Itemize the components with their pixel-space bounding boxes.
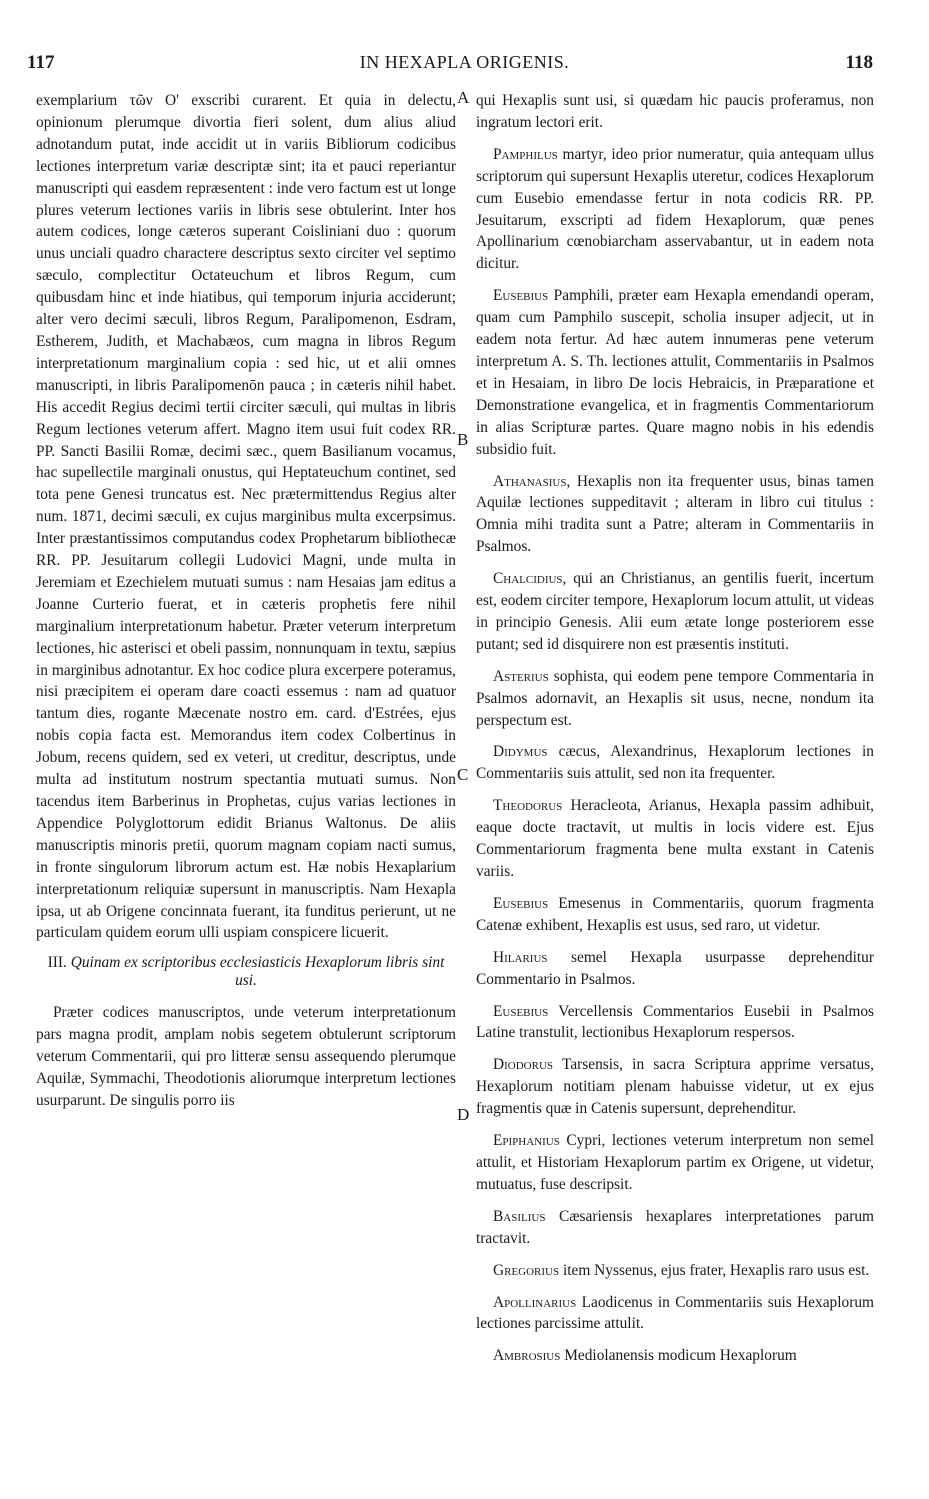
entry-name: Didymus (493, 743, 548, 761)
entry-name: Pamphilus (493, 145, 558, 163)
entry-epiphanius (476, 1130, 874, 1196)
page-number-left: 117 (27, 52, 55, 73)
right-column (476, 90, 874, 1377)
entry-gregorius (476, 1260, 874, 1282)
entry-text: Vercellensis Commentarios Eusebii in Psalmos Latine transtulit, lectionibus Hexaplorum respersos. (476, 1002, 874, 1042)
entry-name: Eusebius (493, 287, 549, 305)
entry-diodorus (476, 1054, 874, 1120)
entry-ambrosius (476, 1345, 874, 1367)
right-intro: qui Hexaplis sunt usi, si quædam hic paucis proferamus, non ingratum lectori erit. (476, 92, 874, 131)
entry-name: Epiphanius (493, 1132, 560, 1150)
entry-text: cæcus, Alexandrinus, Hexaplorum lectiones in Commentariis suis attulit, sed non ita frequenter. (476, 743, 874, 783)
entry-eusebius-emesenus (476, 893, 874, 937)
running-title: IN HEXAPLA ORIGENIS. (359, 52, 570, 72)
entry-name: Eusebius (493, 894, 549, 912)
entry-asterius (476, 666, 874, 732)
entry-text: martyr, ideo prior numeratur, quia antequam ullus scriptorum qui supersunt Hexaplis uteretur, codices Hexaplorum cum Eusebio emendasse fertur in nota codicis RR. PP. Jesuitarum, exscripti ad fidem Hexaplorum, quæ penes Apollinarium cœnobiarcham asservabantur, ut in eadem nota dicitur. (476, 145, 874, 273)
entry-name: Chalcidius (493, 570, 563, 588)
entry-apollinarius (476, 1292, 874, 1336)
margin-marker-b: B (457, 430, 469, 449)
entry-text: Laodicenus in Commentariis suis Hexaplorum lectiones parcissime attulit. (476, 1293, 874, 1333)
entry-name: Ambrosius (493, 1347, 561, 1365)
entry-name: Eusebius (493, 1002, 549, 1020)
entry-text: Pamphili, præter eam Hexapla emendandi operam, quam cum Pamphilo suscepit, scholia insuper adjecit, ut in eadem nota fertur. Ad hæc autem innumeras pene veterum interpretum A. S. Th. lectiones attulit, Commentariis in Psalmos et in Hesaiam, in libro De locis Hebraicis, in Præparatione et Demonstratione evangelica, et in fragmentis Commentariorum in alias Scripturæ partes. Quare magno nobis in his edendis subsidio fuit. (476, 287, 874, 458)
entry-text: Emesenus in Commentariis, quorum fragmenta Catenæ exhibent, Hexaplis est usus, sed raro, ut videtur. (476, 894, 874, 934)
section-title: Quinam ex scriptoribus ecclesiasticis Hexaplorum libris sint usi. (70, 954, 445, 990)
entry-basilius (476, 1206, 874, 1250)
entry-text: Cæsariensis hexaplares interpretationes parum tractavit. (476, 1207, 874, 1247)
margin-marker-c: C (457, 765, 469, 784)
section-number: III. (47, 954, 67, 972)
entry-name: Athanasius (493, 472, 567, 490)
section-heading (36, 954, 456, 990)
entry-text: , qui an Christianus, an gentilis fuerit, incertum est, eodem circiter tempore, Hexaplorum locum attulit, ut videas in principio Genesis. Alii eum ætate longe posteriorem esse putant; sed id disquirere non est præsentis instituti. (476, 570, 874, 653)
entry-didymus (476, 741, 874, 785)
entry-text: Cypri, lectiones veterum interpretum non semel attulit, et Historiam Hexaplorum partim ex Origene, ut videtur, mutuatus, fuse descripsit. (476, 1132, 874, 1193)
running-header (0, 52, 929, 82)
entry-name: Theodorus (493, 797, 563, 815)
entry-athanasius (476, 471, 874, 559)
entry-text: Tarsensis, in sacra Scriptura apprime versatus, Hexaplorum notitiam plenam habuisse videtur, ut ex ejus fragmentis quæ in Catenis supersunt, deprehenditur. (476, 1056, 874, 1118)
entry-name: Basilius (493, 1207, 546, 1225)
entry-name: Apollinarius (493, 1293, 577, 1311)
entry-name: Diodorus (493, 1056, 554, 1074)
entry-text: sophista, qui eodem pene tempore Commentaria in Psalmos adornavit, an Hexaplis sit usus, necne, nondum ita perspectum est. (476, 667, 874, 729)
entry-name: Asterius (493, 667, 549, 685)
entry-eusebius-pamphili (476, 285, 874, 460)
left-column (36, 90, 456, 1119)
entry-text: , Hexaplis non ita frequenter usus, binas tamen Aquilæ lectiones suppeditavit ; alteram in libro cui titulus : Omnia mihi tradita sunt a Patre; alteram in Commentariis in Psalmos. (476, 472, 874, 556)
margin-marker-a: A (457, 88, 470, 107)
entry-pamphilus (476, 144, 874, 275)
entry-text: Heracleota, Arianus, Hexapla passim adhibuit, eaque docte tractavit, ut multis in locis videre est. Ejus Commentariorum fragmenta bene multa exstant in Catenis variis. (476, 797, 874, 880)
entry-text: item Nyssenus, ejus frater, Hexaplis raro usus est. (559, 1261, 870, 1279)
entry-theodorus (476, 795, 874, 883)
entry-text: semel Hexapla usurpasse deprehenditur Commentario in Psalmos. (476, 948, 874, 988)
margin-marker-d: D (457, 1105, 470, 1124)
left-paragraph-2: Præter codices manuscriptos, unde veterum interpretationum pars magna prodit, amplam nobis segetem obtulerunt scriptorum veterum Commentarii, qui pro litteræ sensu assequendo plerumque Aquilæ, Symmachi, Theodotionis aliorumque interpretum lectiones usurparunt. De singulis porro iis (36, 1004, 456, 1109)
page-number-right: 118 (845, 52, 873, 73)
entry-name: Gregorius (493, 1261, 560, 1279)
entry-eusebius-vercellensis (476, 1001, 874, 1045)
entry-text: Mediolanensis modicum Hexaplorum (560, 1347, 797, 1365)
entry-name: Hilarius (493, 948, 548, 966)
entry-chalcidius (476, 568, 874, 656)
left-paragraph-1: exemplarium τῶν O' exscribi curarent. Et quia in delectu, opinionum plerumque divortia fieri solent, dum alius aliud adnotandum putat, inde accidit ut in variis Bibliorum codicibus lectiones interpretum variæ descriptæ sint; ita et pauci reperiantur manuscripti qui easdem repræsentent : inde vero factum est ut longe plures veterum lectiones variis in libris sese obtulerint. Inter hos autem codices, longe cæteros superant Coisliniani duo : quorum unus unciali quadro charactere descriptus sexto circiter vel septimo sæculo, complectitur Octateuchum et libros Regum, cum quibusdam hinc et inde hiatibus, qui temporum injuria acciderunt; alter vero decimi sæculi, libros Regum, Paralipomenon, Esdram, Estherem, Judith, et Machabæos, cum magna in libros Regum interpretationum marginalium copia : sed hic, ut et alii omnes manuscripti, in libris Paralipomenōn pauca ; in cæteris nihil habet. His accedit Regius decimi tertii circiter sæculi, qui multas in libris Regum lectiones veterum affert. Magno item usui fuit codex RR. PP. Sancti Basilii Romæ, decimi sæc., quem Basilianum vocamus, hac supellectile marginali onustus, qui Heptateuchum continet, sed tota pene Genesi truncatus est. Nec prætermittendus Regius alter num. 1871, decimi sæculi, ex cujus marginibus multa excerpsimus. Inter præstantissimos computandus codex Prophetarum bibliothecæ RR. PP. Jesuitarum collegii Ludovici Magni, unde multa in Jeremiam et Ezechielem mutuati sumus : nam Hesaias jam editus a Joanne Curterio fuerat, et in cæteris prophetis fere nihil marginalium interpretationum habetur. Præter veterum interpretum lectiones, hic asterisci et obeli passim, nonnunquam in textu, sæpius in marginibus adnotantur. Ex hoc codice plura excerpere poteramus, nisi præcipitem ei operam dare coacti essemus : nam ad quatuor tantum dies, rogante Mæcenate nostro em. card. d'Estrées, ejus nobis copia facta est. Memorandus item codex Colbertinus in Jobum, recens quidem, sed ex veteri, ut creditur, descriptus, unde multa ad institutum nostrum spectantia mutuati sumus. Non tacendus item Barberinus in Prophetas, cujus varias lectiones in Appendice Polyglottorum edidit Brianus Waltonus. De aliis manuscriptis minoris pretii, quorum magnam copiam nacti sumus, in fronte singulorum librorum actum est. Hæ nobis Hexaplarium interpretationum reliquiæ supersunt in manuscriptis. Nam Hexapla ipsa, ut ab Origene concinnata fuerant, ita funditus perierunt, ut ne particulam quidem eorum ulli uspiam conspicere licuerit. (36, 92, 456, 942)
entry-hilarius (476, 947, 874, 991)
